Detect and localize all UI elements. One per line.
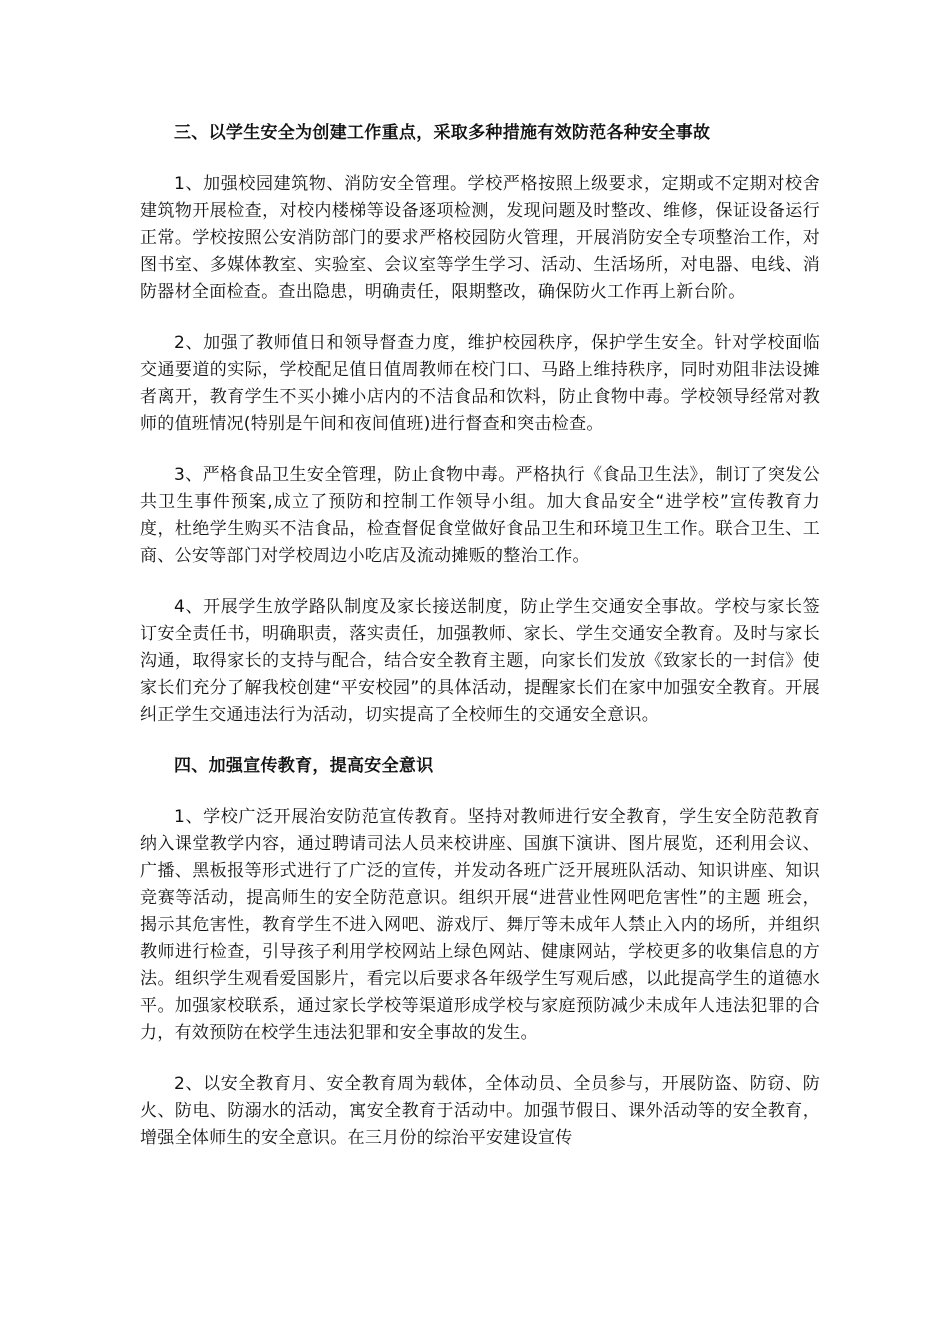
paragraph-3-1: 1、加强校园建筑物、消防安全管理。学校严格按照上级要求，定期或不定期对校舍建筑物开展检查，对校内楼梯等设备逐项检测，发现问题及时整改、维修，保证设备运行正常。学校按照公安消防部门的要求严格校园防火管理，开展消防安全专项整治工作，对图书室、多媒体教室、实验室、会议室等学生学习、活动、生活场所，对电器、电线、消防器材全面检查。查出隐患，明确责任，限期整改，确保防火工作再上新台阶。 [140, 174, 820, 302]
paragraph-3-4: 4、开展学生放学路队制度及家长接送制度，防止学生交通安全事故。学校与家长签订安全责任书，明确职责，落实责任，加强教师、家长、学生交通安全教育。及时与家长沟通，取得家长的支持与配合，结合安全教育主题，向家长们发放《致家长的一封信》使家长们充分了解我校创建“平安校园”的具体活动，提醒家长们在家中加强安全教育。开展纠正学生交通违法行为活动，切实提高了全校师生的交通安全意识。 [140, 597, 820, 725]
paragraph-3-3: 3、严格食品卫生安全管理，防止食物中毒。严格执行《食品卫生法》，制订了突发公共卫生事件预案,成立了预防和控制工作领导小组。加大食品安全“进学校”宣传教育力度，杜绝学生购买不洁食品，检查督促食堂做好食品卫生和环境卫生工作。联合卫生、工商、公安等部门对学校周边小吃店及流动摊贩的整治工作。 [140, 465, 820, 566]
paragraph-4-1: 1、学校广泛开展治安防范宣传教育。坚持对教师进行安全教育，学生安全防范教育纳入课堂教学内容，通过聘请司法人员来校讲座、国旗下演讲、图片展览，还利用会议、广播、黑板报等形式进行了广泛的宣传，并发动各班广泛开展班队活动、知识讲座、知识竞赛等活动，提高师生的安全防范意识。组织开展“进营业性网吧危害性”的主题 班会，揭示其危害性，教育学生不进入网吧、游戏厅、舞厅等未成年人禁止入内的场所，并组织教师进行检查，引导孩子利用学校网站上绿色网站、健康网站，学校更多的收集信息的方法。组织学生观看爱国影片，看完以后要求各年级学生写观后感，以此提高学生的道德水平。加强家校联系，通过家长学校等渠道形成学校与家庭预防减少未成年人违法犯罪的合力，有效预防在校学生违法犯罪和安全事故的发生。 [140, 807, 820, 1043]
paragraph-3-2: 2、加强了教师值日和领导督查力度，维护校园秩序，保护学生安全。针对学校面临交通要道的实际，学校配足值日值周教师在校门口、马路上维持秩序，同时劝阻非法设摊者离开，教育学生不买小摊小店内的不洁食品和饮料，防止食物中毒。学校领导经常对教师的值班情况(特别是午间和夜间值班)进行督查和突击检查。 [140, 333, 820, 434]
document-body [140, 120, 820, 1176]
paragraph-4-2: 2、以安全教育月、安全教育周为载体，全体动员、全员参与，开展防盗、防窃、防火、防电、防溺水的活动，寓安全教育于活动中。加强节假日、课外活动等的安全教育，增强全体师生的安全意识。在三月份的综治平安建设宣传 [140, 1074, 820, 1148]
section-heading-3: 三、以学生安全为创建工作重点，采取多种措施有效防范各种安全事故 [174, 123, 711, 143]
section-heading-4: 四、加强宣传教育，提高安全意识 [174, 756, 434, 776]
